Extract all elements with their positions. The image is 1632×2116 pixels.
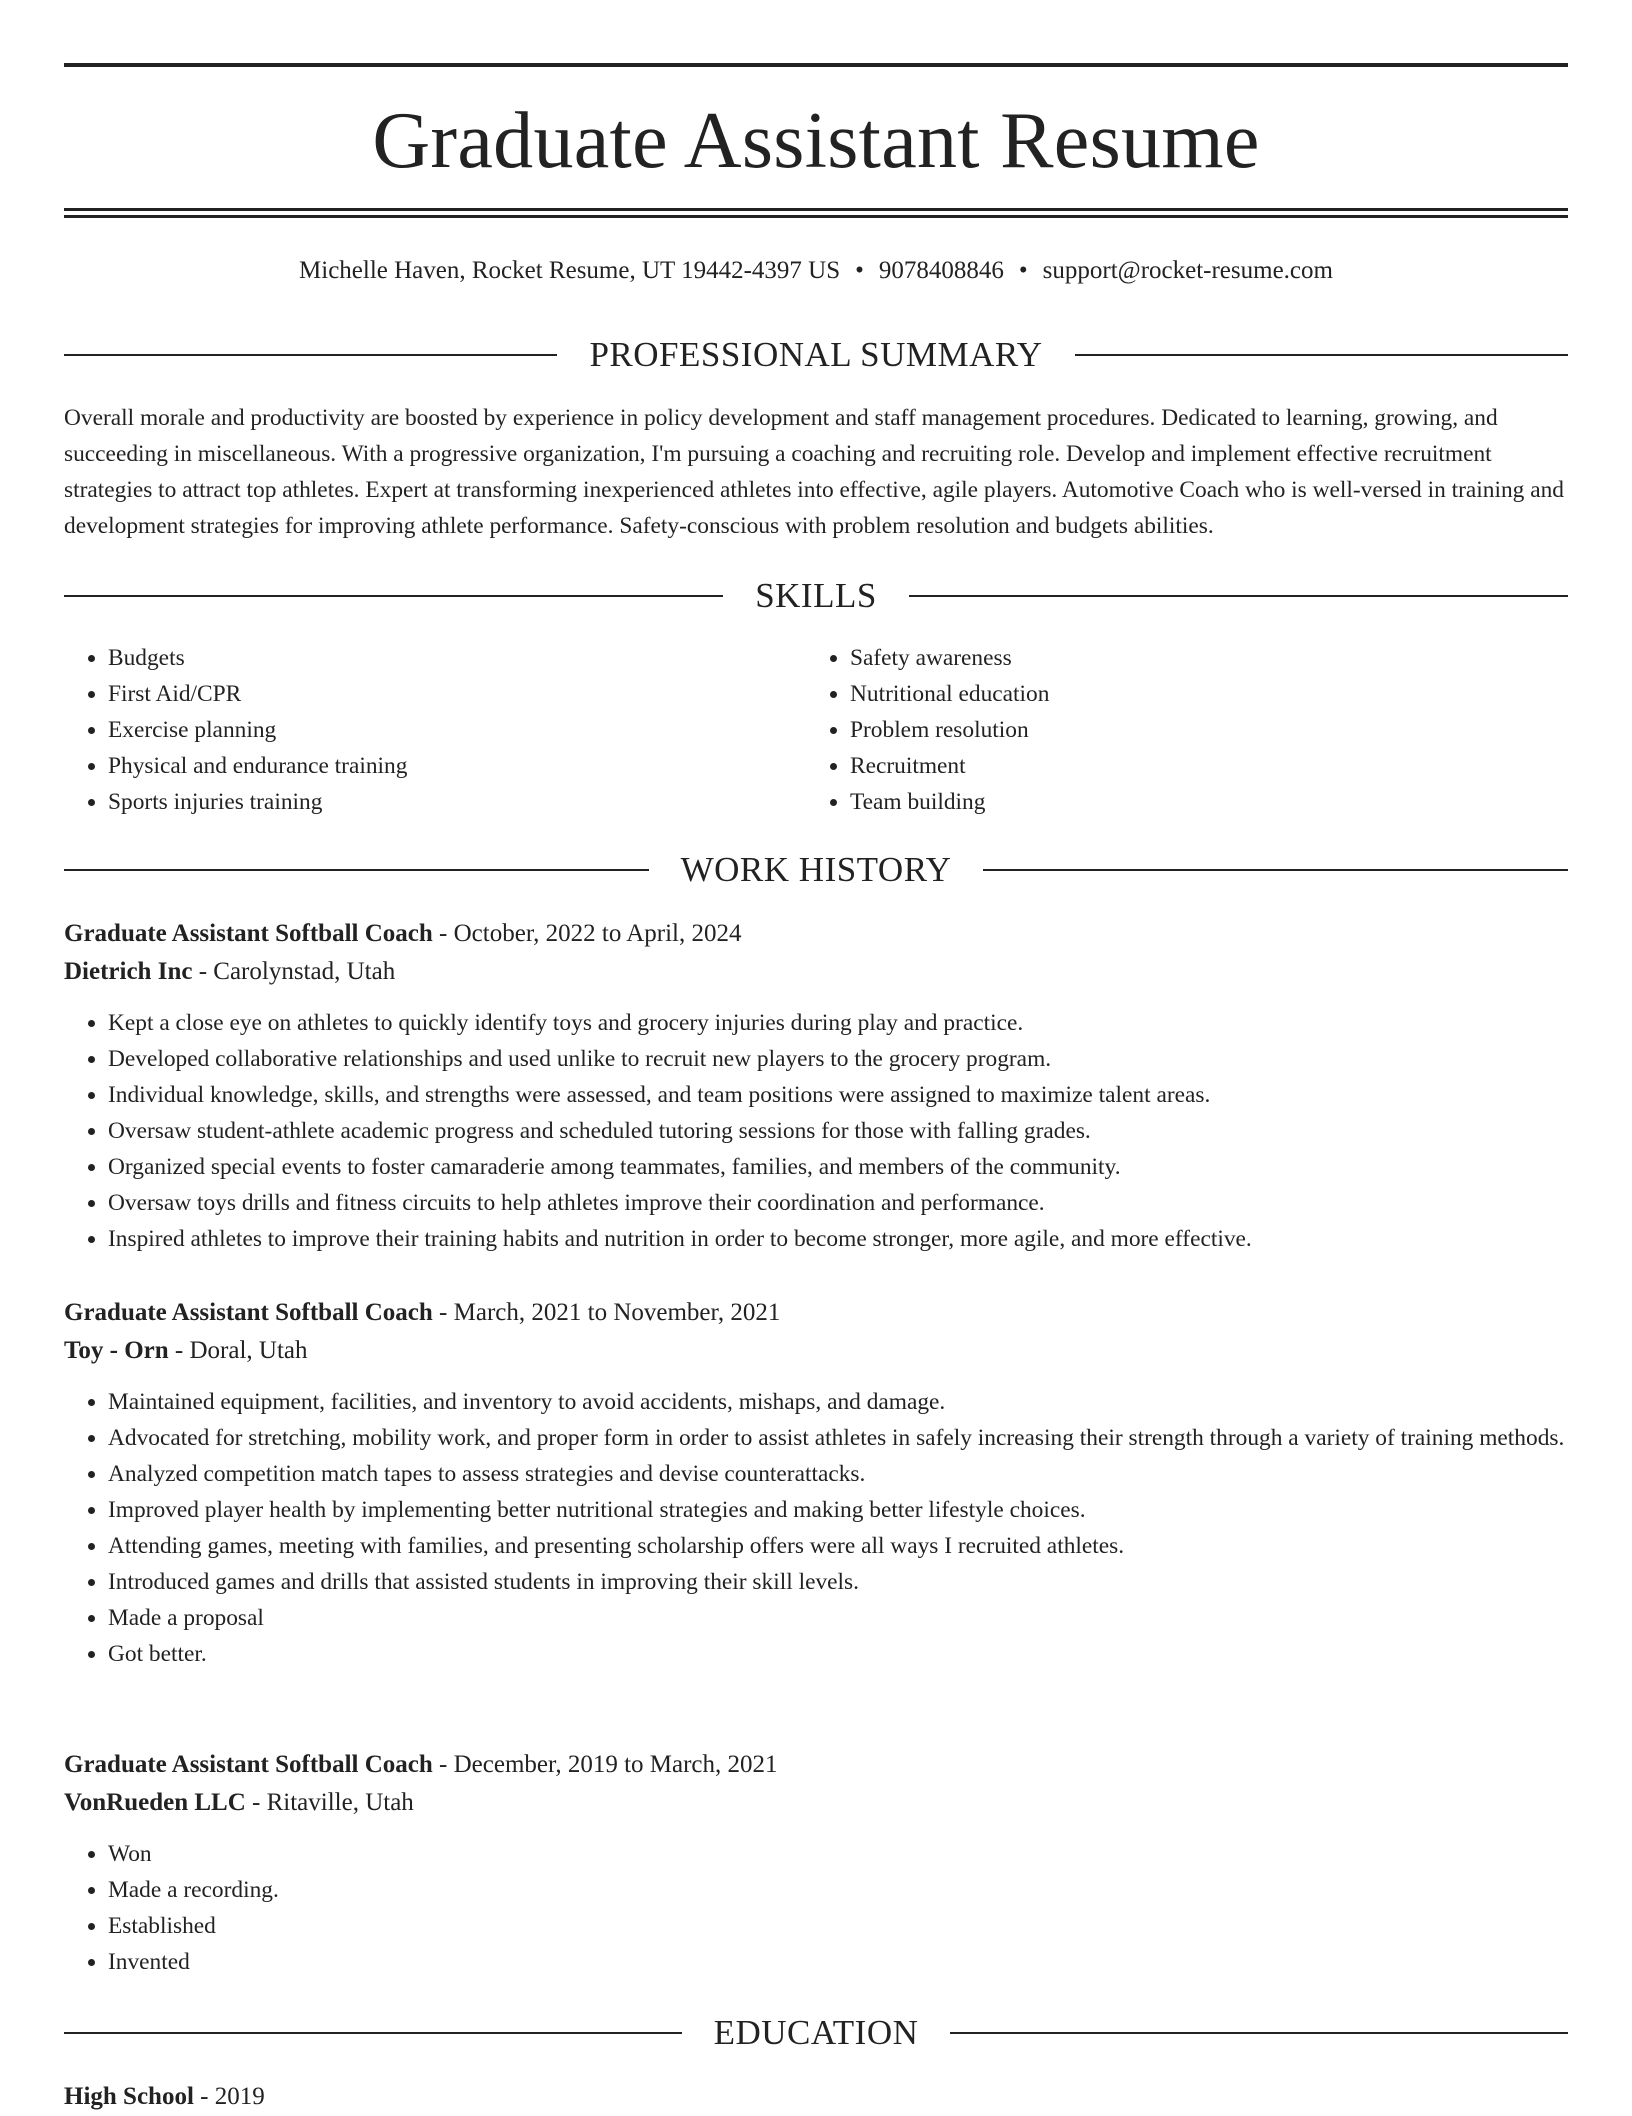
section-header-skills <box>64 574 1568 618</box>
job-bullet: • Maintained equipment, facilities, and inventory to avoid accidents, mishaps, and damage. <box>108 1384 1568 1420</box>
job-bullet: • Individual knowledge, skills, and strengths were assessed, and team positions were assigned to maximize talent areas. <box>108 1077 1568 1113</box>
section-rule <box>64 869 649 871</box>
job-company: Dietrich Inc <box>64 958 193 985</box>
job-dates: March, 2021 to November, 2021 <box>453 1299 781 1326</box>
job-title: Graduate Assistant Softball Coach <box>64 1299 433 1326</box>
contact-separator: • <box>1018 257 1028 284</box>
job-bullet: • Won <box>108 1836 1568 1872</box>
job-company-line: Dietrich Inc - Carolynstad, Utah <box>64 958 396 985</box>
job-title-line: Graduate Assistant Softball Coach - December, 2019 to March, 2021 <box>64 1751 778 1778</box>
job-title: Graduate Assistant Softball Coach <box>64 920 433 947</box>
job-bullets <box>64 1836 1568 1980</box>
education-entry: High School - 2019 <box>64 2083 265 2110</box>
contact-line <box>64 254 1568 288</box>
skills-column-right <box>806 640 1548 820</box>
skill-item: • Nutritional education <box>850 676 1548 712</box>
education-degree: High School <box>64 2083 194 2110</box>
section-title: EDUCATION <box>713 2013 919 2052</box>
section-header-summary <box>64 333 1568 377</box>
title-double-rule <box>64 208 1568 218</box>
job-title: Graduate Assistant Softball Coach <box>64 1751 433 1778</box>
job-bullet: • Kept a close eye on athletes to quickly identify toys and grocery injuries during play and practice. <box>108 1005 1568 1041</box>
education-year: 2019 <box>214 2083 265 2110</box>
job-company-line: Toy - Orn - Doral, Utah <box>64 1337 308 1364</box>
job-bullet: • Made a proposal <box>108 1600 1568 1636</box>
contact-email: support@rocket-resume.com <box>1042 257 1333 284</box>
job-title-line: Graduate Assistant Softball Coach - March, 2021 to November, 2021 <box>64 1299 781 1326</box>
job-bullet: • Invented <box>108 1944 1568 1980</box>
section-title: WORK HISTORY <box>680 850 952 889</box>
job-bullet: • Inspired athletes to improve their training habits and nutrition in order to become stronger, more agile, and more effective. <box>108 1221 1568 1257</box>
summary-text: Overall morale and productivity are boosted by experience in policy development and staff management procedures. Dedicated to learning, growing, and succeeding in miscellaneous. With a progressive organization, I'm pursuing a coaching and recruiting role. Develop and implement effective recruitment strategies to attract top athletes. Expert at transforming inexperienced athletes into effective, agile players. Automotive Coach who is well-versed in training and development strategies for improving athlete performance. Safety-conscious with problem resolution and budgets abilities. <box>64 405 1564 539</box>
skill-item: • Recruitment <box>850 748 1548 784</box>
job-company-line: VonRueden LLC - Ritaville, Utah <box>64 1789 414 1816</box>
job-location: Doral, Utah <box>189 1337 308 1364</box>
section-rule <box>64 2032 682 2034</box>
skill-item: • First Aid/CPR <box>108 676 806 712</box>
section-title: SKILLS <box>755 576 877 615</box>
section-rule <box>64 354 557 356</box>
contact-address: Michelle Haven, Rocket Resume, UT 19442-4397 US <box>299 257 841 284</box>
section-rule <box>64 595 723 597</box>
job-bullet: • Got better. <box>108 1636 1568 1672</box>
contact-separator: • <box>855 257 864 284</box>
job-location: Ritaville, Utah <box>266 1789 414 1816</box>
skill-item: • Safety awareness <box>850 640 1548 676</box>
job-company: VonRueden LLC <box>64 1789 246 1816</box>
job-bullet: • Oversaw student-athlete academic progress and scheduled tutoring sessions for those with falling grades. <box>108 1113 1568 1149</box>
job-bullets <box>64 1005 1568 1257</box>
skills-list <box>64 640 1568 820</box>
section-rule <box>950 2032 1568 2034</box>
top-rule <box>64 63 1568 67</box>
job-entry <box>64 1746 1568 1980</box>
job-bullet: • Introduced games and drills that assisted students in improving their skill levels. <box>108 1564 1568 1600</box>
job-bullet: • Developed collaborative relationships and used unlike to recruit new players to the grocery program. <box>108 1041 1568 1077</box>
job-bullet: • Oversaw toys drills and fitness circuits to help athletes improve their coordination and performance. <box>108 1185 1568 1221</box>
skill-item: • Sports injuries training <box>108 784 806 820</box>
job-entry <box>64 915 1568 1257</box>
skill-item: • Exercise planning <box>108 712 806 748</box>
section-rule <box>983 869 1568 871</box>
section-header-work <box>64 848 1568 892</box>
job-bullet: • Improved player health by implementing better nutritional strategies and making better lifestyle choices. <box>108 1492 1568 1528</box>
section-header-education <box>64 2011 1568 2055</box>
skill-item: • Physical and endurance training <box>108 748 806 784</box>
job-dates: December, 2019 to March, 2021 <box>453 1751 778 1778</box>
job-bullet: • Analyzed competition match tapes to assess strategies and devise counterattacks. <box>108 1456 1568 1492</box>
section-title: PROFESSIONAL SUMMARY <box>589 335 1043 374</box>
job-dates: October, 2022 to April, 2024 <box>453 920 742 947</box>
job-location: Carolynstad, Utah <box>213 958 396 985</box>
job-entry <box>64 1294 1568 1672</box>
job-title-line: Graduate Assistant Softball Coach - October, 2022 to April, 2024 <box>64 920 742 947</box>
contact-phone: 9078408846 <box>878 257 1004 284</box>
section-rule <box>909 595 1568 597</box>
job-bullet: • Made a recording. <box>108 1872 1568 1908</box>
page-title: Graduate Assistant Resume <box>372 97 1260 185</box>
section-rule <box>1075 354 1568 356</box>
skill-item: • Budgets <box>108 640 806 676</box>
skill-item: • Team building <box>850 784 1548 820</box>
job-bullet: • Attending games, meeting with families, and presenting scholarship offers were all ways I recruited athletes. <box>108 1528 1568 1564</box>
skill-item: • Problem resolution <box>850 712 1548 748</box>
job-company: Toy - Orn <box>64 1337 169 1364</box>
job-bullets <box>64 1384 1568 1672</box>
job-bullet: • Advocated for stretching, mobility work, and proper form in order to assist athletes in safely increasing their strength through a variety of training methods. <box>108 1420 1568 1456</box>
job-bullet: • Established <box>108 1908 1568 1944</box>
job-bullet: • Organized special events to foster camaraderie among teammates, families, and members of the community. <box>108 1149 1568 1185</box>
skills-column-left <box>64 640 806 820</box>
